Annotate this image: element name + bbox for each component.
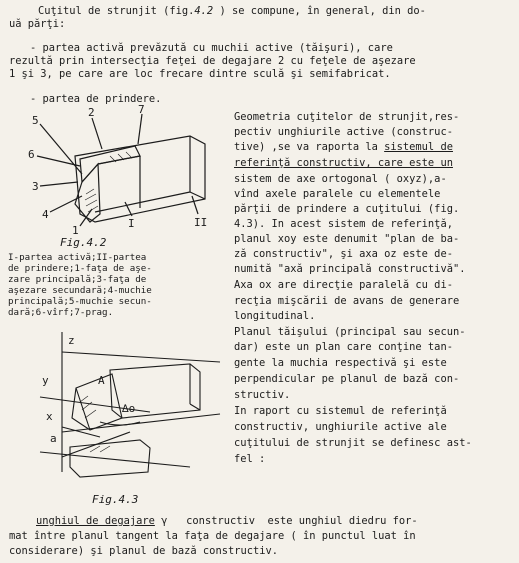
fig43-mark-a: a — [50, 432, 57, 445]
figure-4-3-label: Fig.4.3 — [92, 493, 139, 506]
intro-line-1: Cuţitul de strunjit (fig.4.2 ) se compune, în general, din do- — [38, 5, 426, 17]
fig42-caption-l1: I-partea activă;II-partea — [8, 252, 147, 263]
fig42-caption-l2: de prindere;1-faţa de aşe- — [8, 263, 152, 274]
right-col-l6: vînd axele paralele cu elementele — [234, 188, 441, 200]
fig42-label-I: I — [128, 217, 135, 230]
fig42-label-3: 3 — [32, 180, 39, 193]
fig43-mark-A: A — [98, 374, 105, 387]
fig42-label-7: 7 — [138, 104, 145, 116]
fig42-label-6: 6 — [28, 148, 35, 161]
fig42-caption-l5: principală;5-muchie secun- — [8, 296, 152, 307]
fig42-caption-l3: zare principală;3-faţa de — [8, 274, 147, 285]
term-sistemul-de: sistemul de — [384, 141, 453, 153]
figure-4-2-label: Fig.4.2 — [60, 236, 107, 249]
fig42-label-1: 1 — [72, 224, 79, 237]
right-col-l1: Geometria cuţitelor de strunjit,res- — [234, 111, 460, 123]
right-col-l9: planul xoy este denumit "plan de ba- — [234, 233, 460, 245]
right-col-l21: constructiv, unghiurile active ale — [234, 421, 447, 433]
fig43-mark-delta: ∆o — [122, 402, 136, 415]
right-col-l13: recţia mişcării de avans de generare — [234, 295, 460, 307]
fig42-label-4: 4 — [42, 208, 49, 221]
right-col-l16: dar) este un plan care conţine tan- — [234, 341, 453, 353]
right-col-l11: numită "axă principală constructivă". — [234, 263, 466, 275]
right-col-l22: cuţitului de strunjit se definesc ast- — [234, 437, 472, 449]
bottom-line-3: considerare) şi planul de bază constructiv. — [9, 545, 278, 557]
right-col-l14: longitudinal. — [234, 310, 316, 322]
fig42-label-2: 2 — [88, 106, 95, 119]
bottom-line-2: mat între planul tangent la faţa de degajare ( în punctul luat în — [9, 530, 416, 542]
right-col-l4: referinţă constructiv, care este un — [234, 157, 453, 169]
bullet-active-part-l3: 1 şi 3, pe care are loc frecare dintre sculă şi semifabricat. — [9, 68, 391, 80]
right-col-l18: perpendicular pe planul de bază con- — [234, 373, 460, 385]
fig43-mark-y: y — [42, 374, 49, 387]
bullet-active-part-l2: rezultă prin intersecţia feţei de degajare 2 cu feţele de aşezare — [9, 55, 416, 67]
fig43-mark-z: z — [68, 334, 75, 347]
fig42-caption-l6: dară;6-vîrf;7-prag. — [8, 307, 114, 318]
figure-4-2-drawing — [20, 104, 220, 239]
right-col-l10: ză constructiv", şi axa oz este de- — [234, 248, 453, 260]
bullet-holding-part: - partea de prindere. — [30, 93, 162, 105]
term-unghiul-de-degajare: unghiul de degajare — [36, 515, 155, 527]
right-col-l8: 4.3). In acest sistem de referinţă, — [234, 218, 453, 230]
right-col-l17: gente la muchia respectivă şi este — [234, 357, 447, 369]
right-col-l23: fel : — [234, 453, 266, 465]
intro-line-2: uă părţi: — [9, 18, 66, 30]
right-col-l7: părţii de prindere a cuţitului (fig. — [234, 203, 460, 215]
fig42-caption-l4: aşezare secundară;4-muchie — [8, 285, 152, 296]
right-col-l20: In raport cu sistemul de referinţă — [234, 405, 447, 417]
fig42-label-II: II — [194, 216, 208, 229]
bottom-line-1: unghiul de degajare γ constructiv este unghiul diedru for- — [36, 515, 418, 527]
right-col-l12: Axa ox are direcţie paralelă cu di- — [234, 279, 453, 291]
right-col-l19: structiv. — [234, 389, 291, 401]
figure-4-3-drawing — [30, 322, 230, 492]
fig42-label-5: 5 — [32, 114, 39, 127]
fig43-mark-x: x — [46, 410, 53, 423]
right-col-l15: Planul tăişului (principal sau secun- — [234, 326, 466, 338]
bullet-active-part-l1: - partea activă prevăzută cu muchii active (tăişuri), care — [30, 42, 393, 54]
right-col-l5: sistem de axe ortogonal ( oxyz),a- — [234, 173, 447, 185]
right-col-l3: tive) ,se va raporta la sistemul de — [234, 141, 453, 153]
right-col-l2: pectiv unghiurile active (construc- — [234, 126, 453, 138]
